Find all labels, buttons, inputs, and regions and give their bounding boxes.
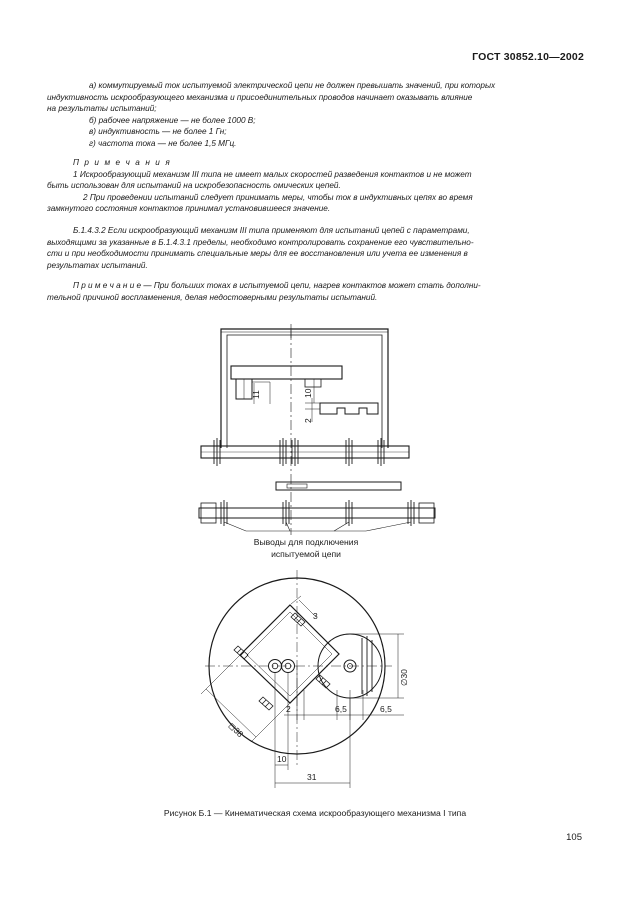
side-view-rod (199, 500, 435, 526)
terminals-callout (224, 522, 411, 565)
side-view-base-plate (201, 438, 409, 466)
condition-c: в) индуктивность — не более 1 Гн; (89, 127, 227, 137)
dimension-10-label: 10 (303, 388, 313, 398)
note-2-line-2: замкнутого состояния контактов принимал установившееся значение. (47, 204, 331, 214)
document-header: ГОСТ 30852.10—2002 (472, 51, 584, 63)
note-1-line-1: 1 Искрообразующий механизм III типа не имеет малых скоростей разведения контактов и не может (73, 169, 472, 179)
side-view-slider (276, 482, 401, 490)
clause-b1432 (47, 225, 583, 271)
dimension-d30-label: ∅30 (399, 669, 409, 686)
dimension-31-label: 31 (307, 772, 317, 782)
clause-line-2: выходящими за указанные в Б.1.4.3.1 пределы, необходимо контролировать сохранение его чувствительно- (47, 237, 474, 247)
condition-d: г) частота тока — не более 1,5 МГц. (89, 138, 237, 148)
condition-b: б) рабочее напряжение — не более 1000 В; (89, 115, 256, 125)
note-heating-line-1: П р и м е ч а н и е — При больших токах в испытуемой цепи, нагрев контактов может стать дополни- (73, 281, 481, 290)
clause-line-4: результатах испытаний. (47, 260, 148, 270)
terminals-callout-line-1: Выводы для подключения (253, 537, 359, 547)
side-view-upper-bar (231, 366, 342, 404)
dimension-11-label: 11 (251, 390, 261, 399)
dimension-10-plan-label: 10 (277, 754, 287, 764)
plan-view (201, 570, 409, 788)
note-heating-line-2: тельной причиной воспламенения, делая недостоверными результаты испытаний. (47, 292, 378, 302)
notes-block (47, 157, 583, 215)
dimension-3-label: 3 (313, 611, 318, 621)
condition-a-line-2: индуктивность искрообразующего механизма и присоединительных проводов начинает оказывать влияние (47, 92, 473, 102)
dimension-sq38-label: ◻38 (226, 720, 246, 740)
side-view-lower-bar (305, 398, 378, 422)
note-2-line-1: 2 При проведении испытаний следует принимать меры, чтобы ток в индуктивных цепях во время (83, 192, 473, 202)
clause-line-1: Б.1.4.3.2 Если искрообразующий механизм III типа применяют для испытаний цепей с параметрами, (73, 226, 470, 235)
note-heating (47, 280, 583, 303)
page-number: 105 (566, 832, 582, 843)
test-conditions (47, 80, 583, 150)
figure-caption: Рисунок Б.1 — Кинематическая схема искрообразующего механизма I типа (163, 808, 467, 818)
terminals-callout-line-2: испытуемой цепи (271, 549, 341, 559)
condition-a-line-3: на результаты испытаний; (47, 104, 157, 114)
clause-line-3: сти и при необходимости принимать специальные меры для ее восстановления или учета ее изменения в (47, 249, 468, 259)
dimension-6-5-a-label: 6,5 (335, 704, 347, 714)
dimension-2-plan-label: 2 (286, 704, 291, 714)
dimension-6-5-b-label: 6,5 (380, 704, 392, 714)
note-1-line-2: быть использован для испытаний на искробезопасность омических цепей. (47, 181, 341, 191)
notes-heading: П р и м е ч а н и я (73, 158, 172, 167)
side-view-housing (221, 324, 388, 448)
dimension-2-label: 2 (303, 418, 313, 423)
figure-kinematic-scheme (0, 318, 630, 798)
condition-a-line-1: а) коммутируемый ток испытуемой электрической цепи не должен превышать значений, при которых (89, 81, 496, 90)
